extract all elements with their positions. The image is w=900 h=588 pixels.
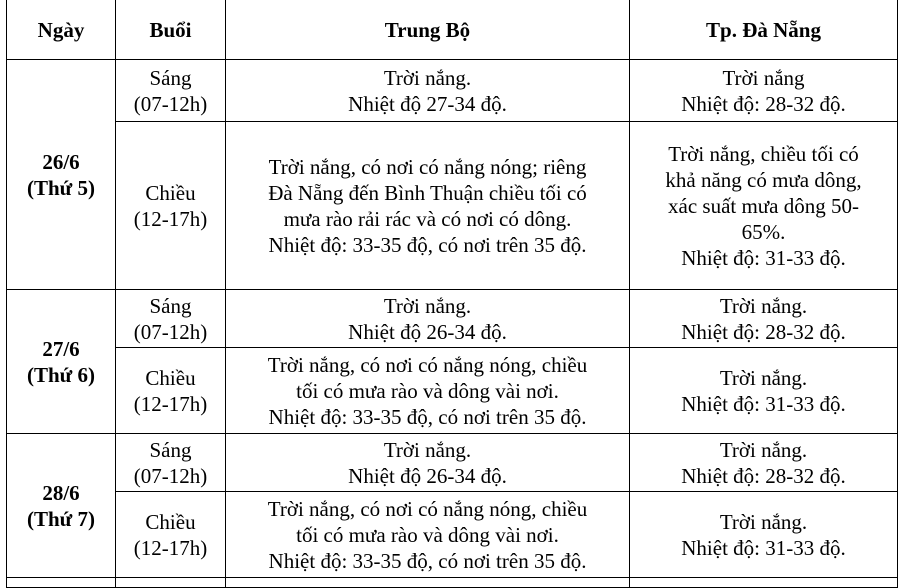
header-central: Trung Bộ (226, 0, 630, 60)
forecast-line: Trời nắng, có nơi có nắng nóng; riêng (268, 154, 587, 179)
central-forecast (226, 348, 630, 434)
session-label: Sáng (149, 293, 192, 318)
forecast-line: Trời nắng. (383, 293, 472, 318)
forecast-line: tối có mưa rào và dông vài nơi. (296, 378, 559, 403)
day-cell (7, 60, 116, 290)
forecast-line: Nhiệt độ: 31-33 độ. (681, 391, 846, 416)
table-row (7, 492, 898, 578)
danang-forecast (630, 60, 898, 122)
forecast-line: Đà Nẵng đến Bình Thuận chiều tối có (268, 180, 587, 205)
header-row (7, 0, 898, 60)
forecast-line: Trời nắng, có nơi có nắng nóng, chiều (267, 496, 588, 521)
forecast-line: Nhiệt độ: 33-35 độ, có nơi trên 35 độ. (268, 404, 587, 429)
forecast-line: Trời nắng. (383, 437, 472, 462)
central-forecast (226, 122, 630, 290)
central-forecast (226, 434, 630, 492)
session-time: (07-12h) (133, 319, 208, 344)
table-row-cutoff (7, 578, 898, 588)
forecast-line: khả năng có mưa dông, (665, 167, 862, 192)
forecast-line: Nhiệt độ: 28-32 độ. (681, 91, 846, 116)
session-label: Sáng (149, 65, 192, 90)
forecast-line: Trời nắng. (719, 365, 808, 390)
session-afternoon (116, 348, 226, 434)
session-label: Chiều (145, 365, 196, 390)
forecast-line: Trời nắng. (719, 437, 808, 462)
forecast-line: Nhiệt độ: 28-32 độ. (681, 319, 846, 344)
session-time: (12-17h) (133, 391, 208, 416)
table-row (7, 348, 898, 434)
forecast-line: Trời nắng. (383, 65, 472, 90)
session-time: (12-17h) (133, 206, 208, 231)
forecast-line: xác suất mưa dông 50- (668, 193, 859, 218)
danang-forecast (630, 434, 898, 492)
session-label: Chiều (145, 509, 196, 534)
day-date: 26/6 (42, 149, 80, 174)
table-row (7, 60, 898, 122)
session-morning (116, 290, 226, 348)
danang-forecast (630, 290, 898, 348)
session-afternoon (116, 492, 226, 578)
forecast-line: Nhiệt độ 26-34 độ. (348, 463, 507, 488)
day-date: 28/6 (42, 480, 80, 505)
day-weekday: (Thứ 6) (26, 362, 96, 387)
table-row (7, 434, 898, 492)
session-label: Chiều (145, 180, 196, 205)
session-morning (116, 434, 226, 492)
forecast-line: Nhiệt độ: 28-32 độ. (681, 463, 846, 488)
forecast-table (6, 0, 898, 588)
session-time: (07-12h) (133, 91, 208, 116)
forecast-line: 65%. (741, 219, 786, 244)
header-day: Ngày (7, 0, 116, 60)
forecast-line: Nhiệt độ: 33-35 độ, có nơi trên 35 độ. (268, 548, 587, 573)
session-morning (116, 60, 226, 122)
day-cell (7, 290, 116, 434)
day-weekday: (Thứ 7) (26, 506, 96, 531)
header-danang: Tp. Đà Nẵng (630, 0, 898, 60)
danang-forecast (630, 122, 898, 290)
session-time: (12-17h) (133, 535, 208, 560)
session-label: Sáng (149, 437, 192, 462)
central-forecast (226, 60, 630, 122)
forecast-line: Nhiệt độ 27-34 độ. (348, 91, 507, 116)
danang-forecast (630, 348, 898, 434)
forecast-line: Nhiệt độ: 31-33 độ. (681, 535, 846, 560)
danang-forecast (630, 492, 898, 578)
day-weekday: (Thứ 5) (26, 175, 96, 200)
day-date: 27/6 (42, 336, 80, 361)
central-forecast (226, 290, 630, 348)
table-row (7, 122, 898, 290)
forecast-line: Trời nắng, có nơi có nắng nóng, chiều (267, 352, 588, 377)
day-cell (7, 434, 116, 578)
session-afternoon (116, 122, 226, 290)
forecast-line: Trời nắng, chiều tối có (668, 141, 859, 166)
central-forecast (226, 492, 630, 578)
header-session: Buổi (116, 0, 226, 60)
forecast-line: Trời nắng (722, 65, 805, 90)
forecast-line: Nhiệt độ 26-34 độ. (348, 319, 507, 344)
forecast-line: tối có mưa rào và dông vài nơi. (296, 522, 559, 547)
forecast-line: Trời nắng. (719, 293, 808, 318)
forecast-line: mưa rào rải rác và có nơi có dông. (283, 206, 572, 231)
forecast-line: Trời nắng. (719, 509, 808, 534)
forecast-line: Nhiệt độ: 33-35 độ, có nơi trên 35 độ. (268, 232, 587, 257)
forecast-line: Nhiệt độ: 31-33 độ. (681, 245, 846, 270)
session-time: (07-12h) (133, 463, 208, 488)
table-row (7, 290, 898, 348)
